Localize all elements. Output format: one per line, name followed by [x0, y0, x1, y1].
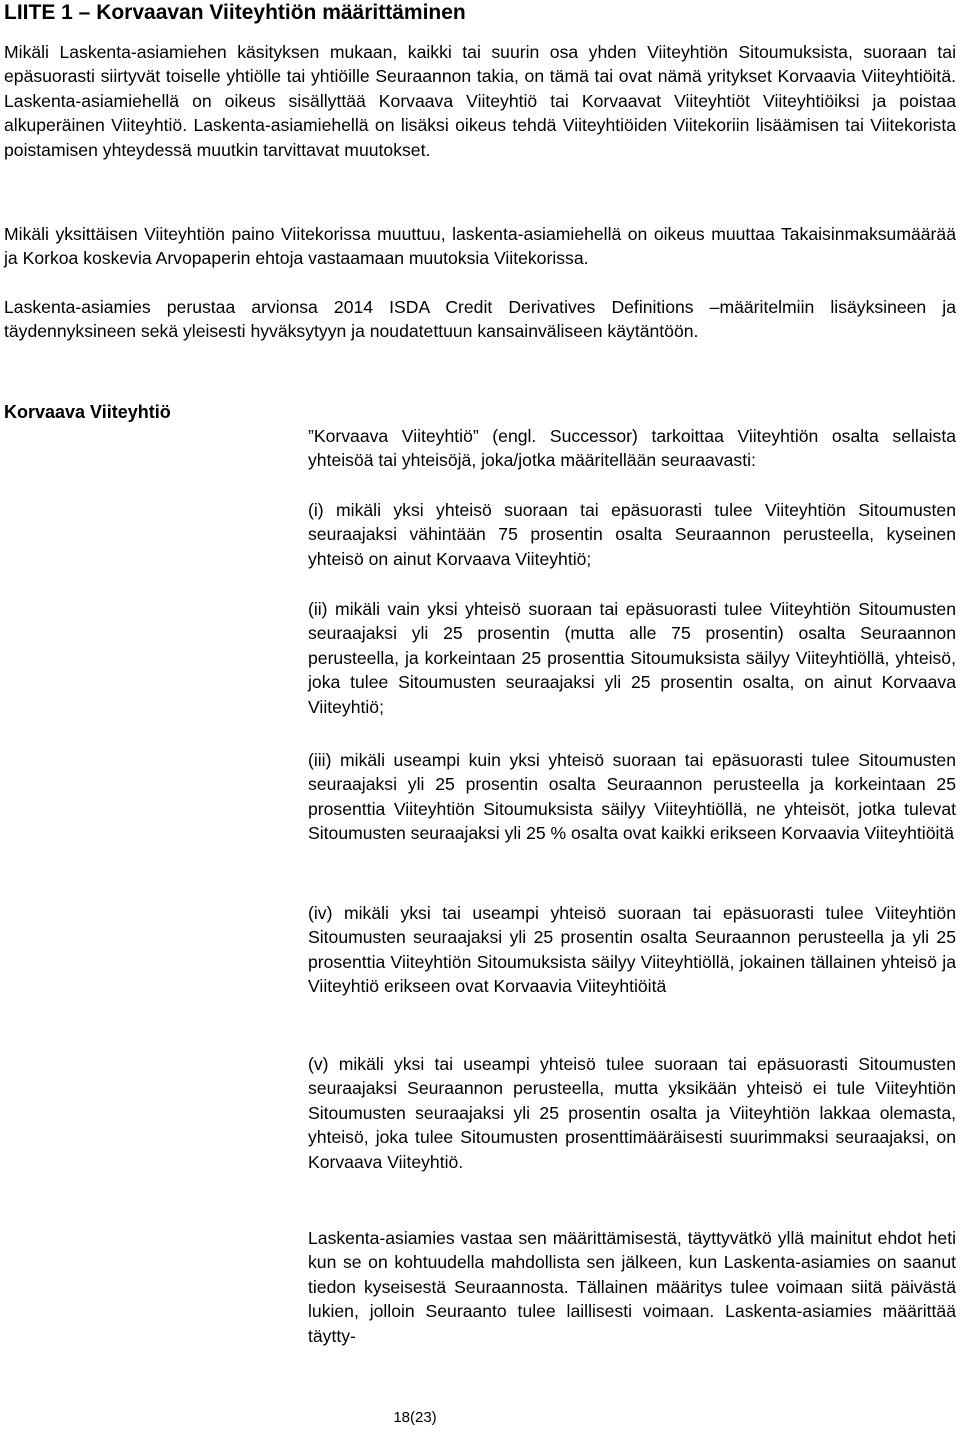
definition-item-v: (v) mikäli yksi tai useampi yhteisö tulee suoraan tai epäsuorasti Sitoumusten seuraajaksi Seuraannon perusteella, mutta yksikään yhteisö ei tule Viiteyhtiön Sitoumusten seuraajaksi yli 25 prosentin osalta ja Viiteyhtiön lakkaa olemasta, yhteisö, joka tulee Sitoumusten prosenttimääräisesti suurimmaksi seuraajaksi, on Korvaava Viiteyhtiö. [308, 1054, 956, 1172]
page-title: LIITE 1 – Korvaavan Viiteyhtiön määrittäminen [4, 1, 466, 24]
intro-paragraph-successor-rule: Mikäli Laskenta-asiamiehen käsityksen mukaan, kaikki tai suurin osa yhden Viiteyhtiön Sitoumuksista, suoraan tai epäsuorasti siirtyvät toiselle yhtiölle tai yhtiöille Seuraannon takia, on tämä tai ovat nämä yritykset Korvaavia Viiteyhtiöitä. Laskenta-asiamiehellä on oikeus sisällyttää Korvaava Viiteyhtiö tai Korvaavat Viiteyhtiöt Viiteyhtiöiksi ja poistaa alkuperäinen Viiteyhtiö. Laskenta-asiamiehellä on lisäksi oikeus tehdä Viiteyhtiöiden Viitekoriin lisäämisen tai Viitekorista poistamisen yhteydessä muutkin tarvittavat muutokset. [4, 42, 956, 160]
definition-item-iv: (iv) mikäli yksi tai useampi yhteisö suoraan tai epäsuorasti tulee Viiteyhtiön Sitoumusten seuraajaksi yli 25 prosentin osalta Seuraannon perusteella ja yli 25 prosenttia Viiteyhtiön Sitoumuksista säilyy Viiteyhtiöllä, jokainen tällainen yhteisö ja Viiteyhtiö erikseen ovat Korvaavia Viiteyhtiöitä [308, 903, 956, 997]
intro-paragraph-weight-change: Mikäli yksittäisen Viiteyhtiön paino Viitekorissa muuttuu, laskenta-asiamiehellä on oikeus muuttaa Takaisinmaksumäärää ja Korkoa koskevia Arvopaperin ehtoja vastaamaan muutoksia Viitekorissa. [4, 224, 956, 269]
definition-intro: ”Korvaava Viiteyhtiö” (engl. Successor) tarkoittaa Viiteyhtiön osalta sellaista yhteisöä tai yhteisöjä, joka/jotka määritellään seuraavasti: [308, 426, 956, 471]
page-number: 18(23) [393, 1409, 437, 1426]
definition-item-ii: (ii) mikäli vain yksi yhteisö suoraan tai epäsuorasti tulee Viiteyhtiön Sitoumusten seuraajaksi yli 25 prosentin (mutta alle 75 prosentin) osalta Seuraannon perusteella, ja korkeintaan 25 prosenttia Sitoumuksista säilyy Viiteyhtiöllä, yhteisö, joka tulee Sitoumusten seuraajaksi yli 25 prosentin osalta, on ainut Korvaava Viiteyhtiö; [308, 599, 956, 717]
closing-paragraph: Laskenta-asiamies vastaa sen määrittämisestä, täyttyvätkö yllä mainitut ehdot heti kun se on kohtuudella mahdollista sen jälkeen, kun Laskenta-asiamies on saanut tiedon kyseisestä Seuraannosta. Tällainen määritys tulee voimaan siitä päivästä lukien, jolloin Seuraanto tulee laillisesti voimaan. Laskenta-asiamies määrittää täytty- [308, 1228, 956, 1346]
section-label-korvaava-viiteyhtio: Korvaava Viiteyhtiö [4, 402, 171, 422]
definition-item-i: (i) mikäli yksi yhteisö suoraan tai epäsuorasti tulee Viiteyhtiön Sitoumusten seuraajaksi vähintään 75 prosentin osalta Seuraannon perusteella, kyseinen yhteisö on ainut Korvaava Viiteyhtiö; [308, 500, 956, 569]
intro-paragraph-isda-basis: Laskenta-asiamies perustaa arvionsa 2014 ISDA Credit Derivatives Definitions –määritelmiin lisäyksineen ja täydennyksineen sekä yleisesti hyväksytyyn ja noudatettuun kansainväliseen käytäntöön. [4, 297, 956, 342]
definition-item-iii: (iii) mikäli useampi kuin yksi yhteisö suoraan tai epäsuorasti tulee Sitoumusten seuraajaksi yli 25 prosentin osalta Seuraannon perusteella ja korkeintaan 25 prosenttia Viiteyhtiön Sitoumuksista säilyy Viiteyhtiöllä, ne yhteisöt, jotka tulevat Sitoumusten seuraajaksi yli 25 % osalta ovat kaikki erikseen Korvaavia Viiteyhtiöitä [308, 750, 956, 844]
